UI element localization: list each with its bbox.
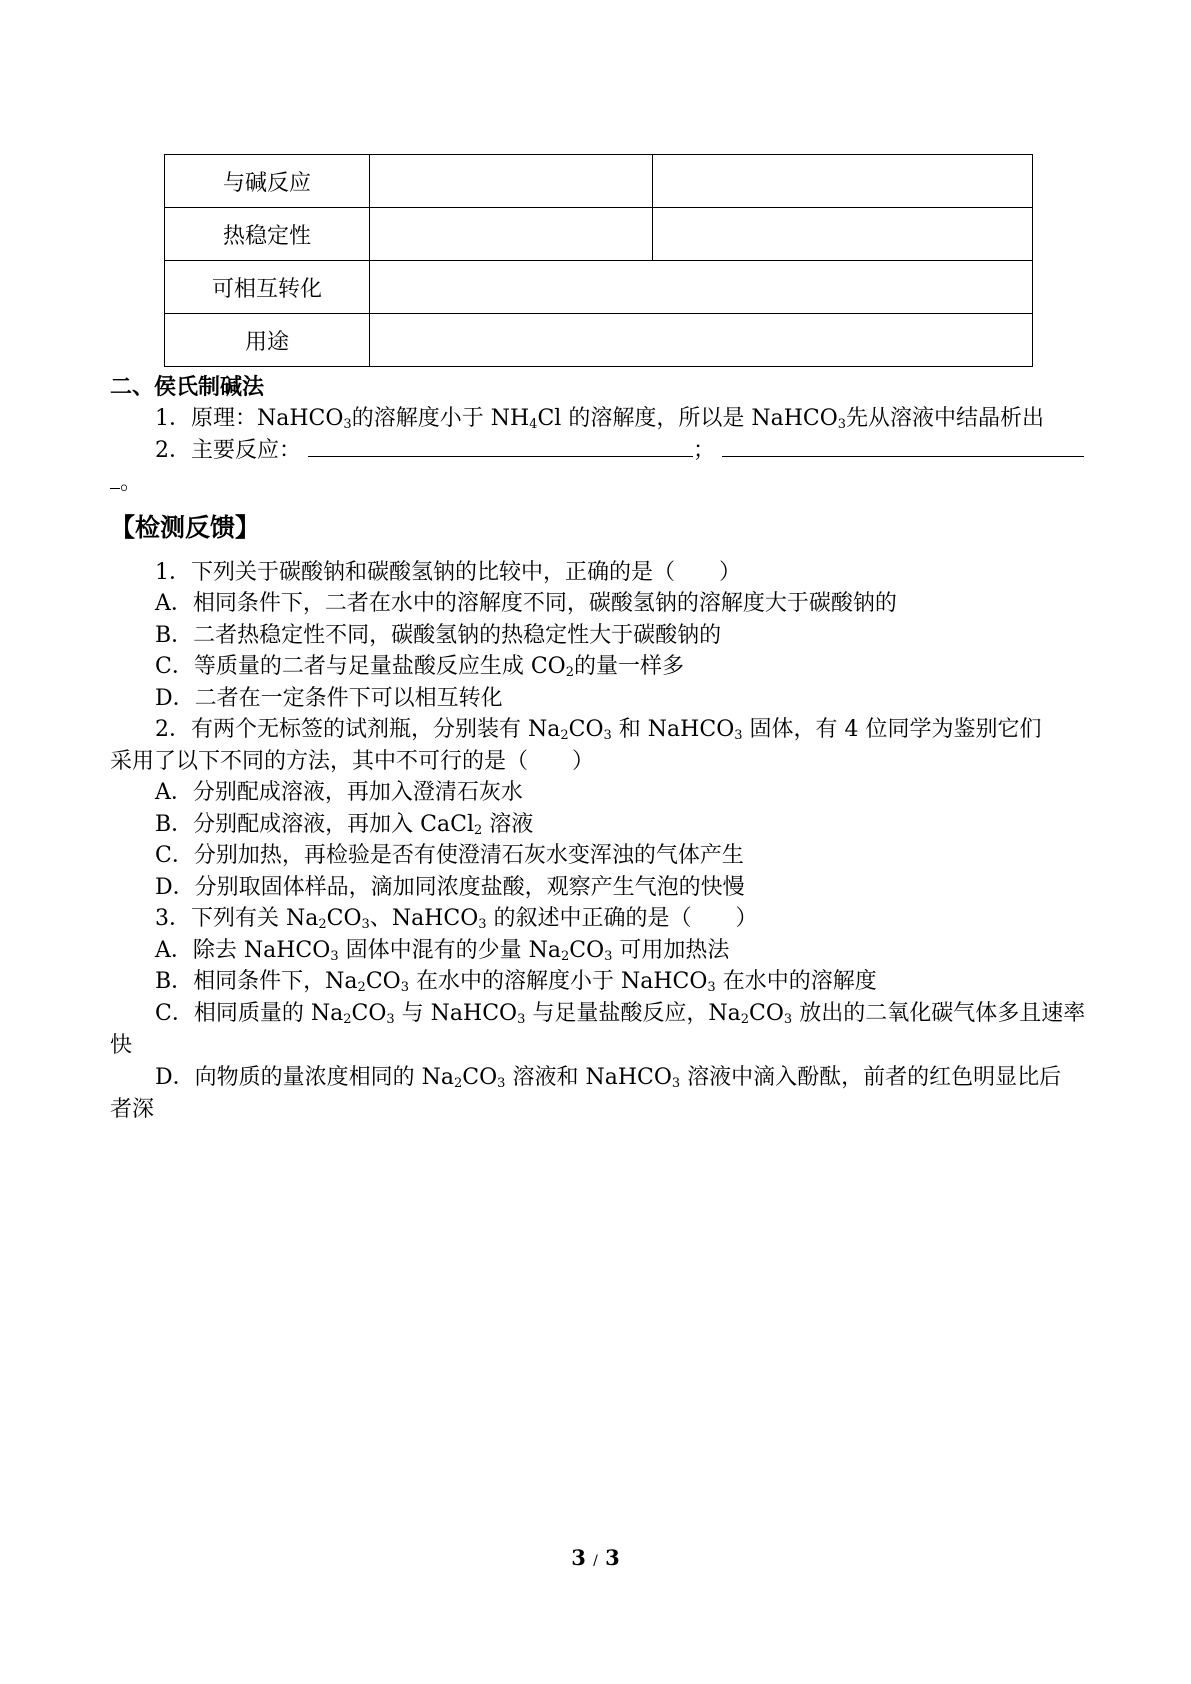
table-cell: [370, 261, 1033, 314]
row-label: 热稳定性: [165, 208, 370, 261]
question-stem: 1．下列关于碳酸钠和碳酸氢钠的比较中，正确的是（ ）: [155, 560, 741, 585]
reaction-line-end: 。: [110, 466, 142, 499]
page-number: 3 / 3: [571, 1545, 620, 1570]
option-a: A．相同条件下，二者在水中的溶解度不同，碳酸氢钠的溶解度大于碳酸钠的: [155, 591, 897, 616]
option-b: B．相同条件下，$Na_2CO_3$ 在水中的溶解度小于 NaHCO$_3$ 在水中的溶解度: [155, 969, 877, 995]
answer-blank[interactable]: [722, 434, 1084, 457]
option-d: D．向物质的量浓度相同的 $Na_2CO_3$ 溶液和 NaHCO$_3$ 溶液中滴入酚酞，前者的红色明显比后: [155, 1065, 1062, 1091]
option-d: D．分别取固体样品，滴加同浓度盐酸，观察产生气泡的快慢: [155, 875, 745, 900]
question-stem-cont: 采用了以下不同的方法，其中不可行的是（ ）: [110, 749, 595, 774]
reaction-line: 2．主要反应： ；: [155, 434, 1084, 467]
option-c-cont: 快: [110, 1033, 133, 1058]
table-cell: [653, 208, 1033, 261]
answer-blank[interactable]: [308, 434, 693, 457]
question-stem: 2．有两个无标签的试剂瓶，分别装有 $Na_2CO_3$ 和 NaHCO$_3$ 固体，有 4 位同学为鉴别它们: [155, 717, 1042, 743]
option-a: A．除去 NaHCO$_3$ 固体中混有的少量 $Na_2CO_3$ 可用加热法: [155, 938, 730, 964]
answer-blank[interactable]: [110, 466, 120, 489]
table-row: [165, 208, 1033, 261]
option-c: C．相同质量的 $Na_2CO_3$ 与 NaHCO$_3$ 与足量盐酸反应，$Na_2CO_3$ 放出的二氧化碳气体多且速率: [155, 1001, 1086, 1027]
option-c: C．分别加热，再检验是否有使澄清石灰水变浑浊的气体产生: [155, 843, 744, 868]
table-cell: [370, 314, 1033, 367]
feedback-title: 【检测反馈】: [110, 513, 261, 542]
property-table: [164, 154, 1033, 367]
option-d: D．二者在一定条件下可以相互转化: [155, 686, 503, 711]
question-stem: 3．下列有关 $Na_2CO_3$、NaHCO$_3$ 的叙述中正确的是（ ）: [155, 906, 758, 932]
principle-line: 1．原理：NaHCO$_3$的溶解度小于 $NH_4Cl$ 的溶解度，所以是 NaHCO$_3$先从溶液中结晶析出: [155, 406, 1045, 432]
option-b: B．二者热稳定性不同，碳酸氢钠的热稳定性大于碳酸钠的: [155, 623, 722, 648]
option-b: B．分别配成溶液，再加入 CaCl$_2$ 溶液: [155, 812, 534, 838]
section-title: 二、侯氏制碱法: [110, 375, 265, 400]
table-row: [165, 261, 1033, 314]
option-d-cont: 者深: [110, 1097, 155, 1122]
row-label: 与碱反应: [165, 155, 370, 208]
option-a: A．分别配成溶液，再加入澄清石灰水: [155, 780, 523, 805]
row-label: 可相互转化: [165, 261, 370, 314]
table-cell: [653, 155, 1033, 208]
table-cell: [370, 208, 653, 261]
table-cell: [370, 155, 653, 208]
table-row: [165, 314, 1033, 367]
row-label: 用途: [165, 314, 370, 367]
option-c: C．等质量的二者与足量盐酸反应生成 $CO_2$的量一样多: [155, 654, 685, 680]
table-row: [165, 155, 1033, 208]
